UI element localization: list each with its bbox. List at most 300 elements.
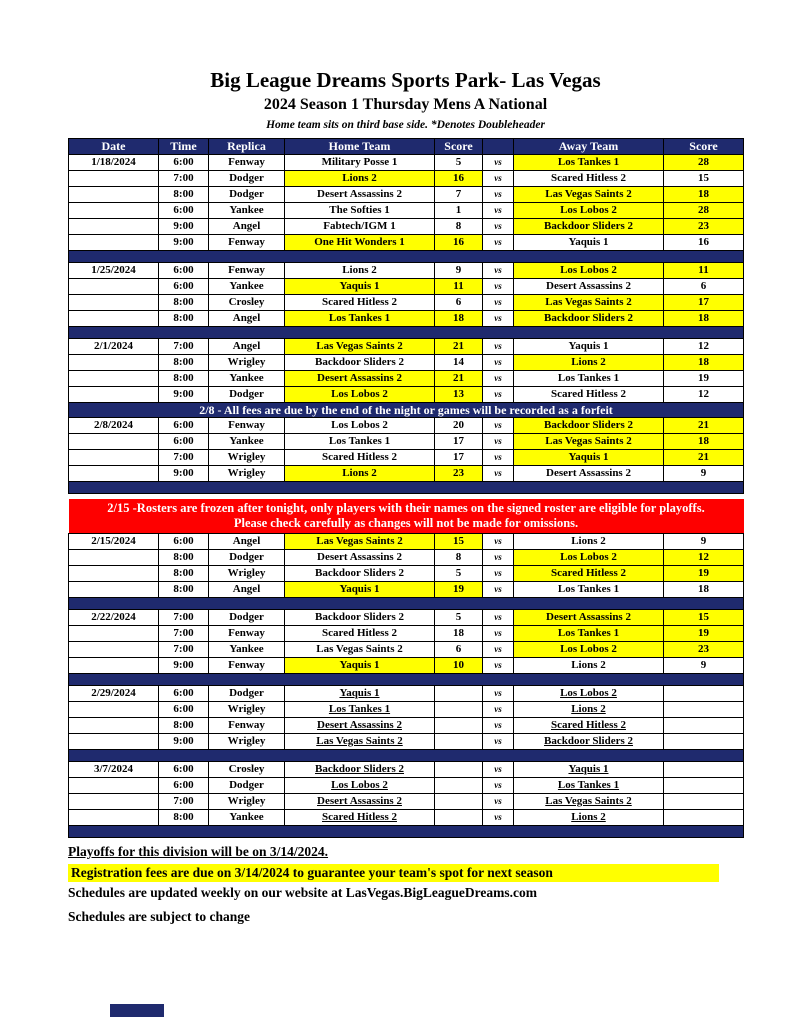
date-cell <box>69 434 159 450</box>
away-score-cell: 12 <box>664 387 744 403</box>
away-team-cell: Los Tankes 1 <box>514 371 664 387</box>
column-header-replica: Replica <box>209 139 285 155</box>
game-row <box>69 219 744 235</box>
away-score-cell: 19 <box>664 626 744 642</box>
game-row <box>69 387 744 403</box>
replica-cell: Crosley <box>209 762 285 778</box>
time-cell: 8:00 <box>159 566 209 582</box>
time-cell: 6:00 <box>159 418 209 434</box>
separator-row <box>69 750 744 762</box>
game-row <box>69 686 744 702</box>
home-score-cell: 1 <box>435 203 483 219</box>
game-row <box>69 778 744 794</box>
away-score-cell: 19 <box>664 371 744 387</box>
home-team-note: Home team sits on third base side. *Denotes Doubleheader <box>266 119 545 131</box>
game-row <box>69 355 744 371</box>
away-team-cell: Backdoor Sliders 2 <box>514 311 664 327</box>
away-score-cell: 23 <box>664 642 744 658</box>
vs-cell: vs <box>483 450 514 466</box>
away-score-cell <box>664 794 744 810</box>
date-cell <box>69 466 159 482</box>
date-cell <box>69 295 159 311</box>
page-title: Big League Dreams Sports Park- Las Vegas <box>210 68 601 92</box>
game-row <box>69 734 744 750</box>
column-header-home-team: Home Team <box>285 139 435 155</box>
away-team-cell: Scared Hitless 2 <box>514 171 664 187</box>
date-cell <box>69 718 159 734</box>
away-team-cell: Las Vegas Saints 2 <box>514 794 664 810</box>
home-score-cell: 13 <box>435 387 483 403</box>
notice-row-navy <box>69 403 744 418</box>
time-cell: 8:00 <box>159 371 209 387</box>
away-score-cell <box>664 718 744 734</box>
game-row <box>69 626 744 642</box>
time-cell: 8:00 <box>159 718 209 734</box>
away-score-cell <box>664 734 744 750</box>
away-score-cell: 11 <box>664 263 744 279</box>
game-row <box>69 155 744 171</box>
separator-bar <box>69 826 744 838</box>
replica-cell: Fenway <box>209 718 285 734</box>
away-team-cell: Los Lobos 2 <box>514 263 664 279</box>
home-score-cell: 16 <box>435 171 483 187</box>
date-cell <box>69 219 159 235</box>
replica-cell: Wrigley <box>209 355 285 371</box>
home-team-cell: Yaquis 1 <box>285 658 435 674</box>
away-score-cell <box>664 686 744 702</box>
away-team-cell: Los Lobos 2 <box>514 686 664 702</box>
home-team-cell: Yaquis 1 <box>285 279 435 295</box>
away-team-cell: Los Tankes 1 <box>514 582 664 598</box>
away-team-cell: Scared Hitless 2 <box>514 566 664 582</box>
replica-cell: Angel <box>209 311 285 327</box>
column-header-score: Score <box>664 139 744 155</box>
replica-cell: Angel <box>209 219 285 235</box>
home-score-cell <box>435 702 483 718</box>
away-team-cell: Desert Assassins 2 <box>514 279 664 295</box>
home-score-cell: 5 <box>435 610 483 626</box>
home-score-cell: 10 <box>435 658 483 674</box>
replica-cell: Fenway <box>209 418 285 434</box>
vs-cell: vs <box>483 371 514 387</box>
replica-cell: Fenway <box>209 235 285 251</box>
date-cell <box>69 778 159 794</box>
date-cell <box>69 187 159 203</box>
home-team-cell: Backdoor Sliders 2 <box>285 762 435 778</box>
replica-cell: Dodger <box>209 610 285 626</box>
time-cell: 8:00 <box>159 550 209 566</box>
replica-cell: Wrigley <box>209 450 285 466</box>
game-row <box>69 794 744 810</box>
column-header-away-team: Away Team <box>514 139 664 155</box>
replica-cell: Wrigley <box>209 702 285 718</box>
away-team-cell: Los Lobos 2 <box>514 642 664 658</box>
time-cell: 8:00 <box>159 295 209 311</box>
home-team-cell: Lions 2 <box>285 466 435 482</box>
date-cell: 2/15/2024 <box>69 534 159 550</box>
vs-cell: vs <box>483 279 514 295</box>
away-score-cell: 15 <box>664 171 744 187</box>
vs-cell: vs <box>483 187 514 203</box>
vs-cell: vs <box>483 534 514 550</box>
time-cell: 6:00 <box>159 203 209 219</box>
date-cell <box>69 734 159 750</box>
home-team-cell: Desert Assassins 2 <box>285 371 435 387</box>
time-cell: 8:00 <box>159 311 209 327</box>
time-cell: 6:00 <box>159 279 209 295</box>
separator-bar <box>69 251 744 263</box>
home-score-cell <box>435 686 483 702</box>
home-score-cell <box>435 810 483 826</box>
away-score-cell: 16 <box>664 235 744 251</box>
time-cell: 6:00 <box>159 762 209 778</box>
time-cell: 8:00 <box>159 810 209 826</box>
time-cell: 6:00 <box>159 534 209 550</box>
vs-cell: vs <box>483 702 514 718</box>
replica-cell: Crosley <box>209 295 285 311</box>
away-score-cell: 23 <box>664 219 744 235</box>
away-score-cell: 15 <box>664 610 744 626</box>
vs-cell: vs <box>483 718 514 734</box>
away-team-cell: Lions 2 <box>514 702 664 718</box>
notice-cell <box>69 494 744 534</box>
away-team-cell: Los Tankes 1 <box>514 155 664 171</box>
vs-cell: vs <box>483 610 514 626</box>
time-cell: 9:00 <box>159 219 209 235</box>
game-row <box>69 610 744 626</box>
away-score-cell: 28 <box>664 203 744 219</box>
home-score-cell: 6 <box>435 295 483 311</box>
away-team-cell: Las Vegas Saints 2 <box>514 434 664 450</box>
date-cell <box>69 626 159 642</box>
away-team-cell: Backdoor Sliders 2 <box>514 734 664 750</box>
home-team-cell: Yaquis 1 <box>285 582 435 598</box>
home-team-cell: Scared Hitless 2 <box>285 295 435 311</box>
column-header-vs <box>483 139 514 155</box>
home-score-cell: 5 <box>435 566 483 582</box>
away-score-cell: 21 <box>664 450 744 466</box>
game-row <box>69 203 744 219</box>
game-row <box>69 582 744 598</box>
replica-cell: Yankee <box>209 279 285 295</box>
home-team-cell: One Hit Wonders 1 <box>285 235 435 251</box>
roster-freeze-notice: 2/15 -Rosters are frozen after tonight, only players with their names on the signed roster are eligible for playoffs. Please check carefully as changes will not be made for omissions. <box>69 499 744 533</box>
replica-cell: Yankee <box>209 810 285 826</box>
vs-cell: vs <box>483 339 514 355</box>
away-score-cell: 9 <box>664 534 744 550</box>
date-cell <box>69 702 159 718</box>
date-cell: 2/29/2024 <box>69 686 159 702</box>
away-team-cell: Lions 2 <box>514 534 664 550</box>
game-row <box>69 702 744 718</box>
home-team-cell: Scared Hitless 2 <box>285 810 435 826</box>
away-team-cell: Los Lobos 2 <box>514 550 664 566</box>
replica-cell: Dodger <box>209 778 285 794</box>
replica-cell: Fenway <box>209 155 285 171</box>
date-cell <box>69 311 159 327</box>
vs-cell: vs <box>483 550 514 566</box>
away-team-cell: Yaquis 1 <box>514 339 664 355</box>
away-team-cell: Scared Hitless 2 <box>514 387 664 403</box>
date-cell <box>69 235 159 251</box>
vs-cell: vs <box>483 566 514 582</box>
vs-cell: vs <box>483 155 514 171</box>
vs-cell: vs <box>483 778 514 794</box>
vs-cell: vs <box>483 171 514 187</box>
away-team-cell: Backdoor Sliders 2 <box>514 418 664 434</box>
notice-cell: 2/8 - All fees are due by the end of the night or games will be recorded as a forfeit <box>69 403 744 418</box>
home-team-cell: Scared Hitless 2 <box>285 450 435 466</box>
game-row <box>69 235 744 251</box>
game-row <box>69 762 744 778</box>
date-cell: 2/22/2024 <box>69 610 159 626</box>
away-team-cell: Lions 2 <box>514 810 664 826</box>
vs-cell: vs <box>483 355 514 371</box>
game-row <box>69 566 744 582</box>
replica-cell: Dodger <box>209 686 285 702</box>
away-score-cell: 12 <box>664 339 744 355</box>
time-cell: 7:00 <box>159 794 209 810</box>
time-cell: 8:00 <box>159 582 209 598</box>
separator-bar <box>69 674 744 686</box>
vs-cell: vs <box>483 311 514 327</box>
home-team-cell: Fabtech/IGM 1 <box>285 219 435 235</box>
website-note: Schedules are updated weekly on our website at LasVegas.BigLeagueDreams.com <box>68 885 538 900</box>
replica-cell: Wrigley <box>209 734 285 750</box>
date-cell: 2/1/2024 <box>69 339 159 355</box>
away-team-cell: Los Tankes 1 <box>514 778 664 794</box>
separator-row <box>69 482 744 494</box>
subject-to-change-note: Schedules are subject to change <box>68 909 250 924</box>
time-cell: 7:00 <box>159 339 209 355</box>
away-score-cell: 18 <box>664 355 744 371</box>
home-score-cell: 21 <box>435 371 483 387</box>
away-team-cell: Scared Hitless 2 <box>514 718 664 734</box>
away-score-cell: 9 <box>664 658 744 674</box>
game-row <box>69 658 744 674</box>
date-cell <box>69 794 159 810</box>
page-header <box>68 0 743 131</box>
game-row <box>69 263 744 279</box>
away-team-cell: Yaquis 1 <box>514 762 664 778</box>
home-team-cell: Los Lobos 2 <box>285 387 435 403</box>
home-team-cell: Yaquis 1 <box>285 686 435 702</box>
replica-cell: Dodger <box>209 387 285 403</box>
vs-cell: vs <box>483 794 514 810</box>
home-team-cell: Los Tankes 1 <box>285 311 435 327</box>
home-score-cell: 23 <box>435 466 483 482</box>
replica-cell: Yankee <box>209 642 285 658</box>
replica-cell: Angel <box>209 582 285 598</box>
footer-navy-bar <box>110 1004 164 1017</box>
home-team-cell: Desert Assassins 2 <box>285 794 435 810</box>
date-cell: 2/8/2024 <box>69 418 159 434</box>
replica-cell: Fenway <box>209 658 285 674</box>
notice-row-red <box>69 494 744 534</box>
replica-cell: Fenway <box>209 263 285 279</box>
home-team-cell: Backdoor Sliders 2 <box>285 610 435 626</box>
date-cell: 1/18/2024 <box>69 155 159 171</box>
replica-cell: Yankee <box>209 203 285 219</box>
time-cell: 6:00 <box>159 434 209 450</box>
vs-cell: vs <box>483 387 514 403</box>
away-team-cell: Yaquis 1 <box>514 450 664 466</box>
home-score-cell: 6 <box>435 642 483 658</box>
date-cell <box>69 355 159 371</box>
home-score-cell: 19 <box>435 582 483 598</box>
game-row <box>69 450 744 466</box>
game-row <box>69 810 744 826</box>
replica-cell: Angel <box>209 339 285 355</box>
time-cell: 7:00 <box>159 450 209 466</box>
table-header-row <box>69 139 744 155</box>
time-cell: 8:00 <box>159 355 209 371</box>
separator-row <box>69 826 744 838</box>
home-team-cell: Backdoor Sliders 2 <box>285 355 435 371</box>
separator-bar <box>69 598 744 610</box>
separator-row <box>69 674 744 686</box>
column-header-score: Score <box>435 139 483 155</box>
game-row <box>69 339 744 355</box>
away-score-cell <box>664 810 744 826</box>
home-score-cell: 18 <box>435 311 483 327</box>
time-cell: 6:00 <box>159 155 209 171</box>
game-row <box>69 534 744 550</box>
replica-cell: Wrigley <box>209 566 285 582</box>
home-team-cell: Desert Assassins 2 <box>285 187 435 203</box>
schedule-table-body <box>69 155 744 838</box>
time-cell: 7:00 <box>159 626 209 642</box>
separator-bar <box>69 750 744 762</box>
replica-cell: Angel <box>209 534 285 550</box>
away-team-cell: Backdoor Sliders 2 <box>514 219 664 235</box>
page-footer <box>68 844 791 925</box>
date-cell <box>69 658 159 674</box>
vs-cell: vs <box>483 686 514 702</box>
home-score-cell: 7 <box>435 187 483 203</box>
away-team-cell: Lions 2 <box>514 355 664 371</box>
playoffs-date-note: Playoffs for this division will be on 3/14/2024. <box>68 844 329 859</box>
home-score-cell: 18 <box>435 626 483 642</box>
vs-cell: vs <box>483 582 514 598</box>
vs-cell: vs <box>483 235 514 251</box>
date-cell: 1/25/2024 <box>69 263 159 279</box>
away-score-cell <box>664 762 744 778</box>
date-cell <box>69 642 159 658</box>
vs-cell: vs <box>483 658 514 674</box>
date-cell <box>69 550 159 566</box>
vs-cell: vs <box>483 734 514 750</box>
away-team-cell: Las Vegas Saints 2 <box>514 295 664 311</box>
away-score-cell: 12 <box>664 550 744 566</box>
home-team-cell: Lions 2 <box>285 263 435 279</box>
home-team-cell: Las Vegas Saints 2 <box>285 339 435 355</box>
game-row <box>69 434 744 450</box>
separator-bar <box>69 327 744 339</box>
home-score-cell <box>435 778 483 794</box>
date-cell <box>69 371 159 387</box>
game-row <box>69 418 744 434</box>
registration-fees-note: Registration fees are due on 3/14/2024 to guarantee your team's spot for next season <box>68 864 719 882</box>
away-score-cell: 21 <box>664 418 744 434</box>
replica-cell: Dodger <box>209 550 285 566</box>
away-team-cell: Yaquis 1 <box>514 235 664 251</box>
home-team-cell: Las Vegas Saints 2 <box>285 734 435 750</box>
separator-row <box>69 327 744 339</box>
time-cell: 9:00 <box>159 734 209 750</box>
home-score-cell: 8 <box>435 550 483 566</box>
vs-cell: vs <box>483 418 514 434</box>
home-team-cell: Desert Assassins 2 <box>285 550 435 566</box>
away-team-cell: Los Tankes 1 <box>514 626 664 642</box>
away-score-cell: 17 <box>664 295 744 311</box>
vs-cell: vs <box>483 642 514 658</box>
away-team-cell: Desert Assassins 2 <box>514 610 664 626</box>
date-cell: 3/7/2024 <box>69 762 159 778</box>
away-team-cell: Los Lobos 2 <box>514 203 664 219</box>
time-cell: 7:00 <box>159 642 209 658</box>
game-row <box>69 311 744 327</box>
game-row <box>69 466 744 482</box>
vs-cell: vs <box>483 762 514 778</box>
home-score-cell <box>435 734 483 750</box>
home-score-cell <box>435 762 483 778</box>
home-team-cell: Las Vegas Saints 2 <box>285 642 435 658</box>
home-team-cell: Desert Assassins 2 <box>285 718 435 734</box>
replica-cell: Yankee <box>209 371 285 387</box>
game-row <box>69 550 744 566</box>
date-cell <box>69 810 159 826</box>
replica-cell: Dodger <box>209 171 285 187</box>
schedule-table <box>68 138 744 838</box>
date-cell <box>69 582 159 598</box>
away-team-cell: Lions 2 <box>514 658 664 674</box>
time-cell: 8:00 <box>159 187 209 203</box>
date-cell <box>69 203 159 219</box>
date-cell <box>69 387 159 403</box>
time-cell: 6:00 <box>159 702 209 718</box>
replica-cell: Dodger <box>209 187 285 203</box>
game-row <box>69 295 744 311</box>
away-score-cell: 6 <box>664 279 744 295</box>
date-cell <box>69 566 159 582</box>
time-cell: 9:00 <box>159 235 209 251</box>
home-score-cell: 8 <box>435 219 483 235</box>
time-cell: 6:00 <box>159 778 209 794</box>
home-score-cell <box>435 794 483 810</box>
date-cell <box>69 450 159 466</box>
time-cell: 7:00 <box>159 610 209 626</box>
game-row <box>69 371 744 387</box>
home-team-cell: Los Lobos 2 <box>285 778 435 794</box>
home-team-cell: Los Lobos 2 <box>285 418 435 434</box>
home-team-cell: The Softies 1 <box>285 203 435 219</box>
home-team-cell: Los Tankes 1 <box>285 434 435 450</box>
away-score-cell <box>664 702 744 718</box>
home-score-cell: 17 <box>435 434 483 450</box>
home-team-cell: Scared Hitless 2 <box>285 626 435 642</box>
time-cell: 9:00 <box>159 466 209 482</box>
home-score-cell: 21 <box>435 339 483 355</box>
game-row <box>69 187 744 203</box>
vs-cell: vs <box>483 295 514 311</box>
replica-cell: Wrigley <box>209 466 285 482</box>
replica-cell: Yankee <box>209 434 285 450</box>
time-cell: 6:00 <box>159 263 209 279</box>
home-team-cell: Backdoor Sliders 2 <box>285 566 435 582</box>
date-cell <box>69 279 159 295</box>
vs-cell: vs <box>483 203 514 219</box>
